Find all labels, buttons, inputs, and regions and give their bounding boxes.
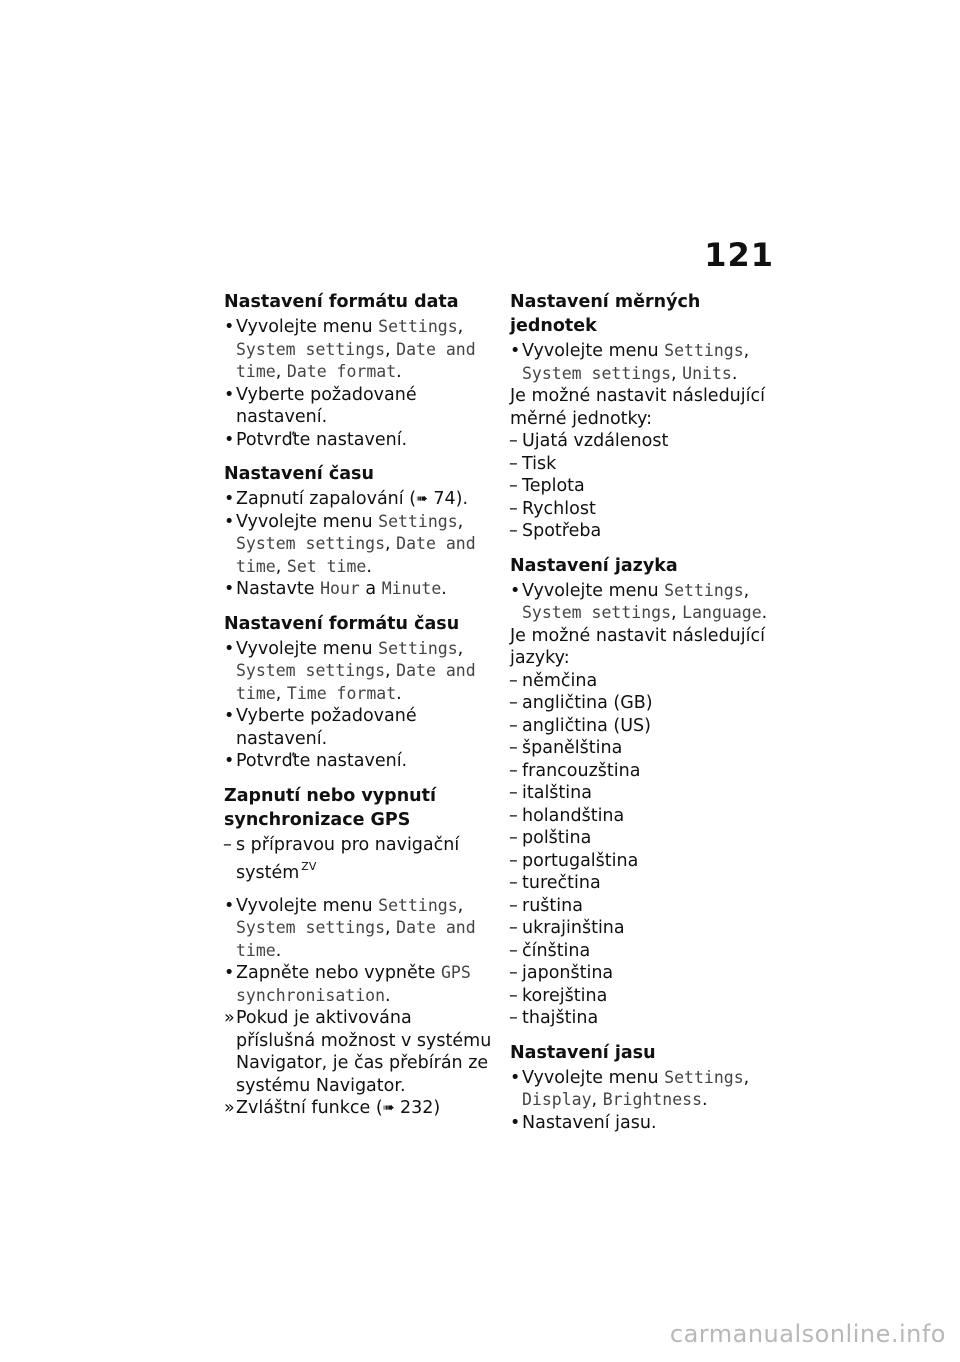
dash-marker: –	[509, 670, 518, 691]
list-item	[510, 895, 790, 918]
item-text: Vyvolejte menu	[522, 1067, 665, 1088]
item-text: holandština	[522, 805, 625, 826]
separator: .	[441, 579, 447, 599]
list-item	[510, 917, 790, 940]
list-item	[510, 872, 790, 895]
dash-marker: –	[509, 476, 518, 496]
page-number: 121	[704, 236, 774, 274]
section-title: Nastavení jazyka	[510, 555, 678, 576]
section-title: Nastavení formátu času	[224, 613, 460, 634]
menu-path: Date and time	[236, 534, 476, 576]
separator: ,	[457, 638, 464, 659]
item-text: Vyvolejte menu	[522, 580, 665, 601]
bullet-marker: •	[510, 1112, 521, 1133]
left-column	[224, 288, 492, 1131]
item-text: turečtina	[522, 873, 601, 893]
item-text: a	[359, 579, 382, 599]
dash-marker: –	[509, 1008, 518, 1028]
watermark-text: carmanualsonline.info	[669, 1320, 946, 1348]
list-item	[224, 429, 492, 452]
result-item	[224, 1007, 492, 1097]
list-item	[224, 705, 492, 750]
dash-marker: –	[509, 895, 518, 916]
menu-path: Hour	[320, 579, 360, 598]
dash-marker: –	[509, 918, 518, 938]
separator: .	[396, 362, 402, 382]
menu-path: Settings	[664, 1067, 744, 1087]
separator: .	[385, 985, 391, 1006]
item-text: Nastavte	[236, 579, 321, 599]
item-text: čínština	[522, 940, 591, 961]
bullet-marker: •	[224, 317, 235, 337]
list-item	[510, 498, 790, 521]
item-text: francouzština	[522, 760, 641, 781]
list-item	[510, 1067, 790, 1112]
item-text: Nastavení jasu.	[522, 1112, 657, 1133]
separator: .	[275, 940, 282, 961]
section-title: Zapnutí nebo vypnutí synchronizace GPS	[224, 785, 436, 830]
dash-marker: –	[509, 783, 518, 803]
list-item	[510, 430, 790, 453]
dash-marker: –	[509, 760, 518, 781]
menu-path: Minute	[381, 579, 442, 598]
menu-path: System settings	[236, 534, 386, 553]
bullet-marker: •	[510, 341, 521, 361]
item-text: Ujatá vzdálenost	[522, 431, 669, 451]
item-text: Tisk	[522, 453, 557, 474]
bullet-marker: •	[224, 429, 235, 450]
bullet-marker: •	[224, 751, 235, 771]
separator: ,	[385, 534, 397, 554]
menu-path: System settings	[236, 661, 386, 680]
menu-path: Language	[682, 603, 762, 622]
separator: ,	[591, 1090, 603, 1110]
menu-path: System settings	[522, 603, 672, 622]
item-text: Potvrďte nastavení.	[236, 429, 408, 450]
item-text: Vyvolejte menu	[236, 317, 379, 337]
menu-path: Units	[682, 363, 732, 383]
bullet-marker: •	[224, 489, 235, 509]
item-text: Vyvolejte menu	[522, 341, 665, 361]
list-item	[510, 805, 790, 828]
bullet-marker: •	[224, 895, 235, 916]
menu-path: Time format	[286, 683, 397, 703]
list-item	[510, 580, 790, 625]
item-text: němčina	[522, 670, 598, 691]
list-item	[510, 453, 790, 476]
item-text: japonština	[522, 963, 614, 983]
section-time	[224, 462, 492, 601]
menu-path: Settings	[378, 895, 458, 915]
list-item	[224, 638, 492, 706]
dash-marker: –	[509, 985, 518, 1006]
item-text: španělština	[522, 738, 623, 758]
list-item	[224, 511, 492, 579]
list-item	[224, 895, 492, 963]
result-marker: »	[224, 1008, 235, 1028]
separator: ,	[457, 317, 464, 337]
separator: ,	[457, 895, 464, 916]
item-text: angličtina (GB)	[522, 693, 653, 713]
result-item	[224, 1097, 492, 1120]
dash-marker: –	[509, 828, 518, 848]
menu-path: Display	[522, 1090, 592, 1109]
item-text: ).	[455, 489, 469, 509]
list-item	[510, 715, 790, 738]
list-item	[224, 750, 492, 773]
section-title: Nastavení měrných jednotek	[510, 292, 701, 336]
item-text: Vyberte požadované nastavení.	[236, 706, 417, 749]
item-text: Vyvolejte menu	[236, 511, 379, 532]
section-title: Nastavení jasu	[510, 1042, 656, 1063]
dash-marker: –	[509, 521, 518, 541]
list-item	[510, 520, 790, 543]
item-text: )	[433, 1098, 441, 1118]
menu-path: Settings	[378, 511, 458, 531]
separator: ,	[743, 1067, 750, 1088]
menu-path: System settings	[236, 918, 386, 937]
item-text: angličtina (US)	[522, 715, 651, 736]
list-item	[510, 737, 790, 760]
item-text: portugalština	[522, 850, 639, 871]
separator: ,	[671, 603, 683, 623]
section-time-format	[224, 612, 492, 773]
item-text: Zvláštní funkce (	[236, 1098, 383, 1118]
menu-path: Settings	[664, 341, 744, 360]
intro-text: Je možné nastavit následující jazyky:	[510, 625, 765, 668]
separator: .	[731, 363, 738, 384]
page-reference-arrow-icon: ➠	[382, 1100, 395, 1116]
separator: .	[366, 556, 372, 577]
list-item	[510, 985, 790, 1008]
dash-marker: –	[509, 805, 518, 826]
menu-path: Set time	[286, 556, 367, 576]
item-text: polština	[522, 828, 592, 848]
separator: ,	[743, 580, 750, 601]
list-item	[510, 760, 790, 783]
dash-marker: –	[509, 738, 518, 758]
list-item	[510, 940, 790, 963]
bullet-marker: •	[224, 579, 235, 599]
bullet-marker: •	[224, 963, 235, 983]
menu-path: System settings	[236, 339, 386, 359]
result-marker: »	[224, 1098, 235, 1118]
list-item	[510, 782, 790, 805]
list-item	[510, 1007, 790, 1030]
separator: ,	[275, 683, 287, 704]
item-text: s přípravou pro navigační systém	[236, 834, 460, 883]
separator: .	[702, 1090, 708, 1110]
item-text: italština	[522, 783, 592, 803]
dash-marker: –	[509, 963, 518, 983]
item-text: Vyberte požadované nastavení.	[236, 384, 417, 427]
menu-path: Date and time	[236, 661, 476, 703]
bullet-marker: •	[224, 384, 235, 405]
list-item	[224, 384, 492, 429]
list-item	[510, 827, 790, 850]
item-text: Pokud je aktivována příslušná možnost v systému Navigator, je čas přebírán ze systému Navigator.	[236, 1008, 492, 1096]
dash-marker: –	[509, 693, 518, 713]
item-text: Zapněte nebo vypněte	[236, 963, 441, 983]
list-item	[224, 488, 492, 511]
menu-path: Settings	[378, 317, 458, 336]
item-text: ruština	[522, 895, 583, 916]
dash-marker: –	[509, 873, 518, 893]
item-text: Spotřeba	[522, 521, 602, 541]
list-item	[510, 692, 790, 715]
item-text: Zapnutí zapalování (	[236, 489, 417, 509]
item-text: Vyvolejte menu	[236, 895, 379, 916]
section-title: Nastavení formátu data	[224, 292, 459, 312]
section-title: Nastavení času	[224, 464, 374, 484]
language-list	[510, 670, 790, 1030]
separator: ,	[385, 661, 397, 681]
dash-marker: –	[509, 431, 518, 451]
menu-path: Settings	[664, 580, 744, 600]
bullet-marker: •	[224, 638, 235, 659]
item-text: Vyvolejte menu	[236, 638, 379, 659]
condition-item	[224, 834, 492, 885]
menu-path: Date and time	[236, 339, 476, 381]
bullet-marker: •	[510, 580, 521, 601]
item-text: Potvrďte nastavení.	[236, 751, 408, 771]
menu-path: Settings	[378, 638, 458, 658]
dash-marker: –	[223, 834, 232, 855]
list-item	[224, 316, 492, 384]
page-reference-arrow-icon: ➠	[416, 491, 428, 507]
list-item	[224, 578, 492, 601]
intro-text: Je možné nastavit následující měrné jednotky:	[510, 386, 765, 429]
page-reference[interactable]: 74	[433, 489, 456, 509]
separator: .	[396, 683, 402, 704]
bullet-marker: •	[224, 511, 235, 532]
list-item	[510, 962, 790, 985]
section-gps-sync	[224, 784, 492, 1120]
equipment-superscript: ZV	[301, 860, 317, 873]
menu-path: GPS synchronisation	[236, 963, 471, 1005]
menu-path: Date and time	[236, 918, 476, 960]
right-column	[510, 288, 790, 1145]
bullet-marker: •	[510, 1067, 521, 1088]
list-item	[510, 475, 790, 498]
separator: ,	[457, 511, 464, 532]
separator: ,	[275, 362, 287, 382]
units-list	[510, 430, 790, 543]
menu-path: Date format	[286, 362, 397, 381]
separator: ,	[385, 339, 397, 360]
separator: ,	[671, 363, 683, 384]
dash-marker: –	[509, 940, 518, 961]
page-reference[interactable]: 232	[400, 1098, 434, 1118]
item-text: Rychlost	[522, 498, 596, 519]
dash-marker: –	[509, 850, 518, 871]
list-item	[510, 670, 790, 693]
list-item	[510, 850, 790, 873]
item-text: Teplota	[522, 476, 585, 496]
dash-marker: –	[509, 498, 518, 519]
section-units	[510, 290, 790, 543]
section-date-format	[224, 290, 492, 451]
separator: ,	[743, 341, 750, 361]
menu-path: System settings	[522, 363, 672, 383]
bullet-marker: •	[224, 706, 235, 726]
item-text: korejština	[522, 985, 608, 1006]
dash-marker: –	[509, 715, 518, 736]
separator: ,	[385, 918, 397, 938]
dash-marker: –	[509, 453, 518, 474]
item-text: thajština	[522, 1008, 599, 1028]
section-brightness	[510, 1041, 790, 1135]
list-item	[510, 1112, 790, 1135]
separator: ,	[275, 556, 287, 577]
menu-path: Brightness	[602, 1090, 703, 1109]
list-item	[224, 962, 492, 1007]
section-language	[510, 554, 790, 1030]
list-item	[510, 340, 790, 385]
item-text: ukrajinština	[522, 918, 625, 938]
separator: .	[761, 603, 768, 623]
